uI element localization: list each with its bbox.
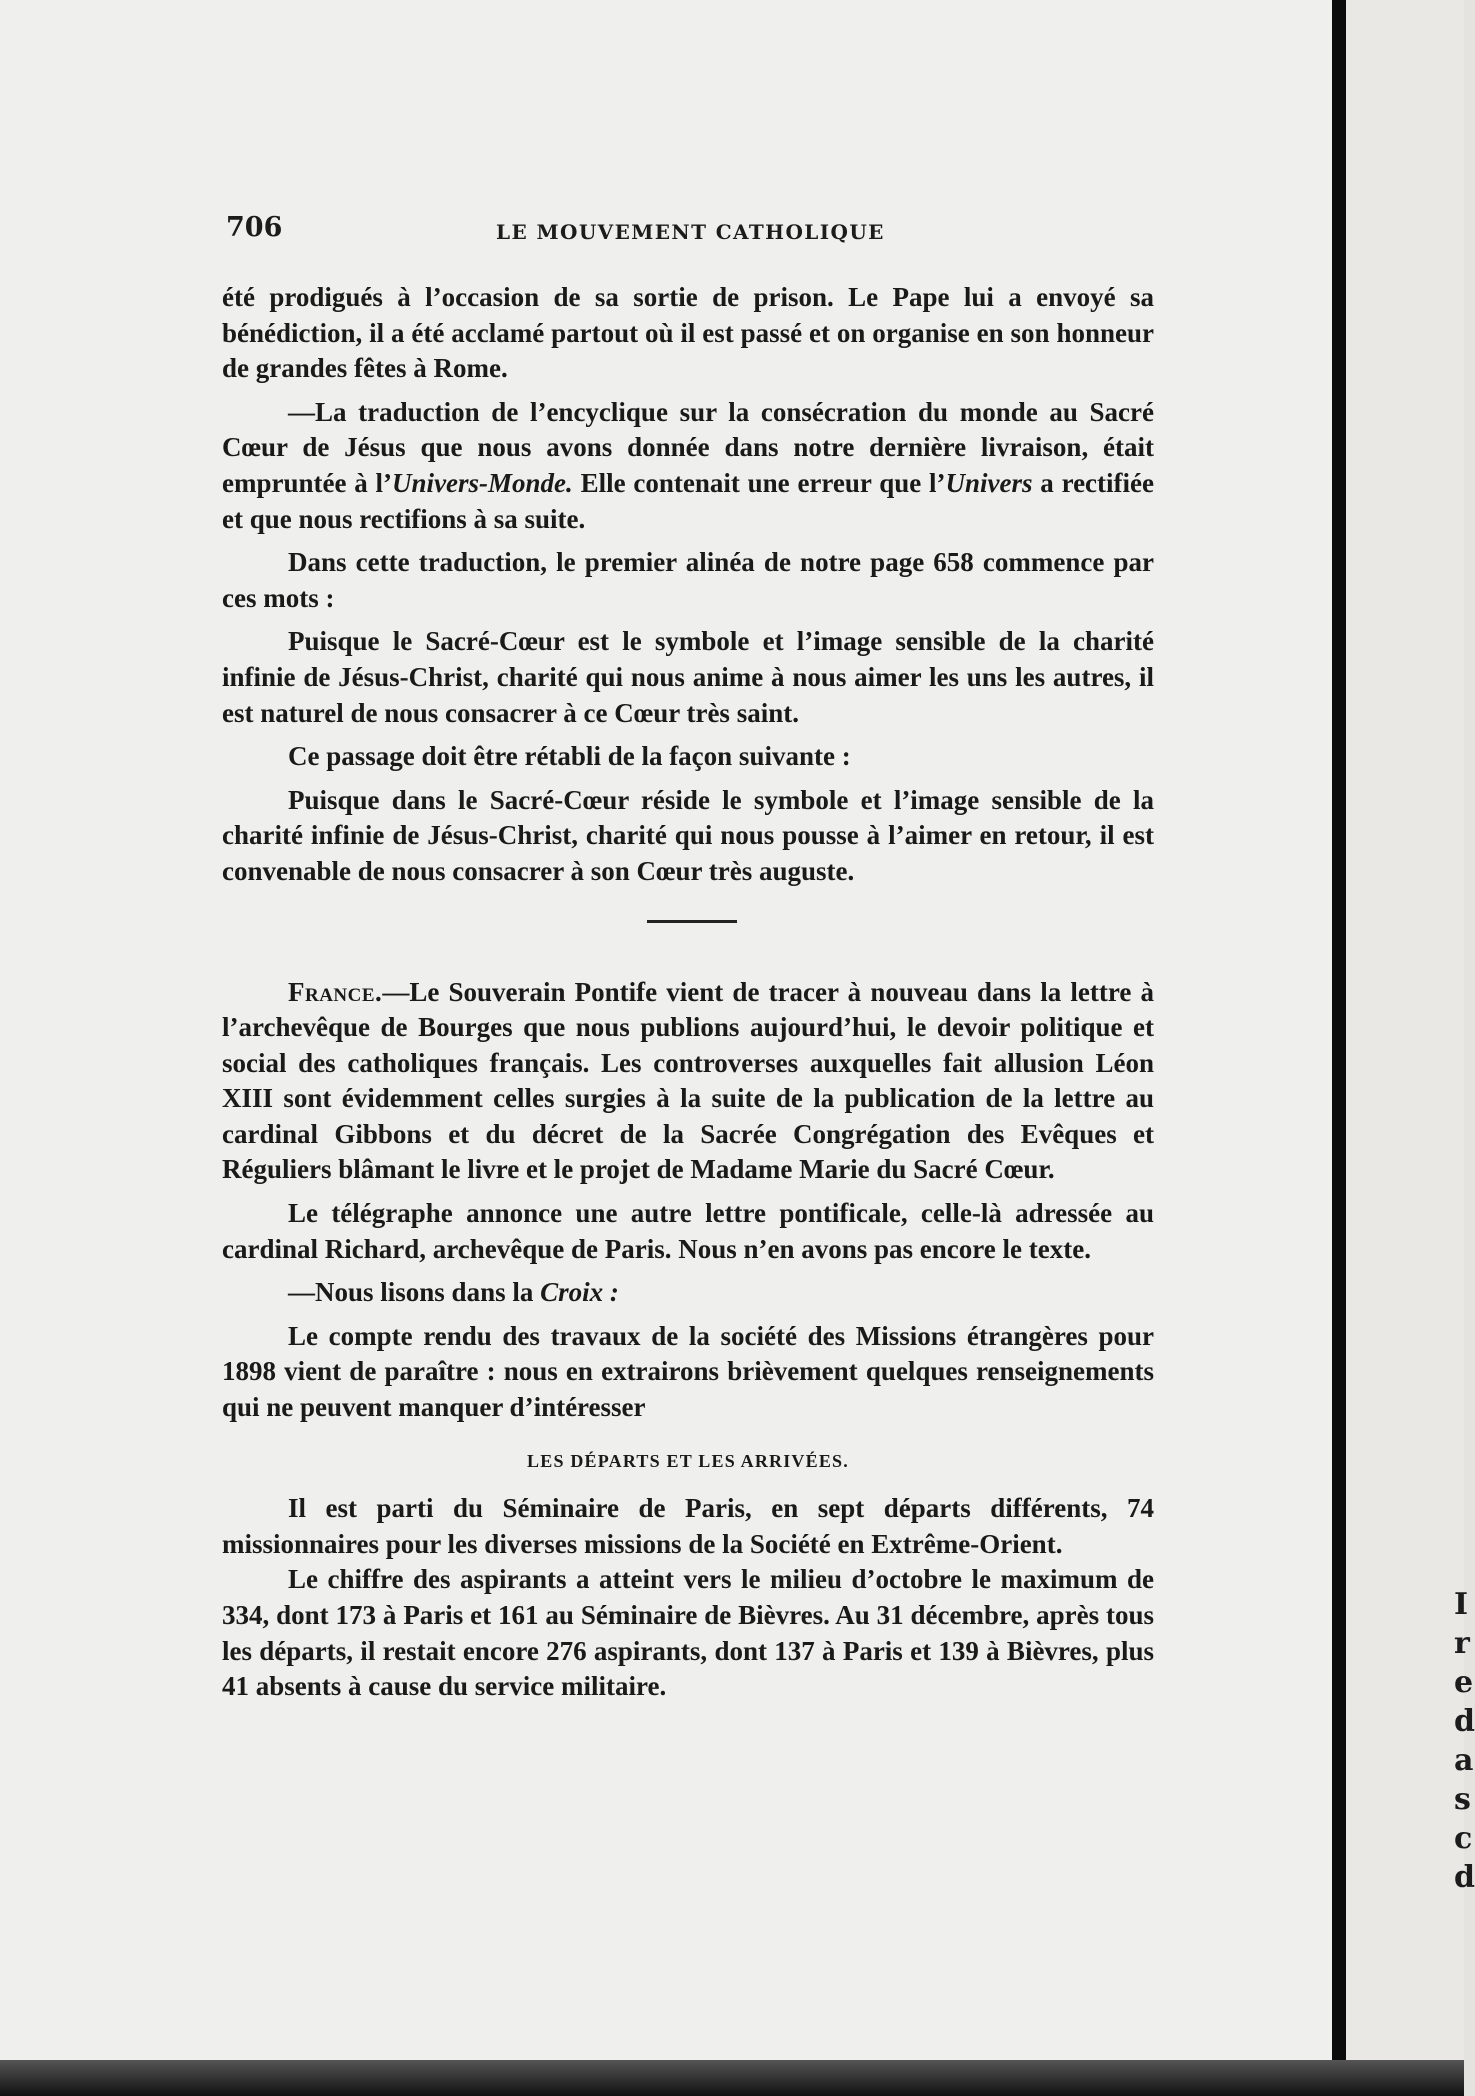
paragraph-quote-corrected: Puisque dans le Sacré-Cœur réside le symbole et l’image sensible de la charité infinie de Jésus-Christ, charité qui nous pousse à l’aimer en retour, il est convenable de nous consacrer à son Cœur très auguste. — [222, 784, 1154, 886]
edge-letter: s — [1454, 1782, 1471, 1817]
paragraph-departures: Il est parti du Séminaire de Paris, en sept départs différents, 74 missionnaires pour les diverses missions de la Société en Extrême-Orient. — [222, 1493, 1154, 1559]
paragraph-missions-report: Le compte rendu des travaux de la société des Missions étrangères pour 1898 vient de paraître : nous en extrairons brièvement quelques renseignements qui ne peuvent manquer d’intéresser — [222, 1320, 1154, 1423]
p2-text-c: a rectifiée et que nous rectifions à sa suite. — [222, 467, 1154, 534]
section-divider — [647, 920, 737, 923]
p9-italic-croix: Croix : — [540, 1277, 619, 1308]
binding-gutter — [1332, 0, 1346, 2096]
page-number: 706 — [226, 212, 283, 243]
paragraph-encyclical-translation — [222, 395, 1154, 537]
p2-italic-univers-monde: Univers-Monde. — [392, 467, 573, 498]
adjacent-page-letters — [1454, 1585, 1475, 1897]
edge-letter: c — [1454, 1821, 1473, 1856]
paragraph-aspirants: Le chiffre des aspirants a atteint vers le milieu d’octobre le maximum de 334, dont 173 à Paris et 161 au Séminaire de Bièvres. Au 31 décembre, après tous les départs, il restait encore 276 aspirants, dont 137 à Paris et 139 à Bièvres, plus 41 absents à cause du service militaire. — [222, 1564, 1154, 1702]
edge-letter: I — [1454, 1587, 1469, 1622]
p9-text: —Nous lisons dans la — [288, 1277, 541, 1308]
scan-bottom-shadow — [0, 2060, 1464, 2096]
paragraph-quote-original: Puisque le Sacré-Cœur est le symbole et l’image sensible de la charité infinie de Jésus-Christ, charité qui nous anime à nous aimer les uns les autres, il est naturel de nous consacrer à ce Cœur très saint. — [222, 626, 1154, 728]
paragraph-correction-intro: Ce passage doit être rétabli de la façon suivante : — [288, 741, 851, 772]
paragraph-continuation: été prodigués à l’occasion de sa sortie de prison. Le Pape lui a envoyé sa bénédiction, il a été acclamé partout où il est passé et on organise en son honneur de grandes fêtes à Rome. — [222, 282, 1154, 384]
edge-letter: r — [1454, 1626, 1470, 1661]
france-label: France. — [288, 976, 383, 1007]
running-head — [226, 212, 1156, 252]
p2-text-a: —La traduction de l’encyclique sur la consécration du monde au Sacré Cœur de Jésus que nous avons donnée dans notre dernière livraison, était empruntée à l’ — [222, 396, 1154, 498]
paragraph-france — [222, 975, 1154, 1189]
p2-italic-univers: Univers — [945, 467, 1033, 498]
edge-letter: d — [1454, 1860, 1475, 1895]
adjacent-page-edge — [1346, 0, 1475, 2096]
p2-text-b: Elle contenait une erreur que l’ — [572, 467, 946, 498]
body-text — [222, 280, 1154, 1705]
paragraph-first-alinea: Dans cette traduction, le premier alinéa de notre page 658 commence par ces mots : — [222, 547, 1154, 613]
p7-text: —Le Souverain Pontife vient de tracer à nouveau dans la lettre à l’archevêque de Bourges que nous publions aujourd’hui, le devoir politique et social des catholiques français. Les controverses auxquelles fait allusion Léon XIII sont évidemment celles surgies à la suite de la publication de la lettre au cardinal Gibbons et du décret de la Sacrée Congrégation des Evêques et Réguliers blâmant le livre et le projet de Madame Marie du Sacré Cœur. — [222, 976, 1154, 1185]
edge-letter: e — [1454, 1665, 1474, 1700]
paragraph-telegraph: Le télégraphe annonce une autre lettre pontificale, celle-là adressée au cardinal Richard, archevêque de Paris. Nous n’en avons pas encore le texte. — [222, 1198, 1154, 1264]
subheading-departures: LES DÉPARTS ET LES ARRIVÉES. — [527, 1450, 849, 1471]
running-title: LE MOUVEMENT CATHOLIQUE — [496, 220, 885, 244]
edge-letter: a — [1454, 1743, 1474, 1778]
paragraph-croix — [222, 1275, 1154, 1311]
edge-letter: d — [1454, 1704, 1475, 1739]
